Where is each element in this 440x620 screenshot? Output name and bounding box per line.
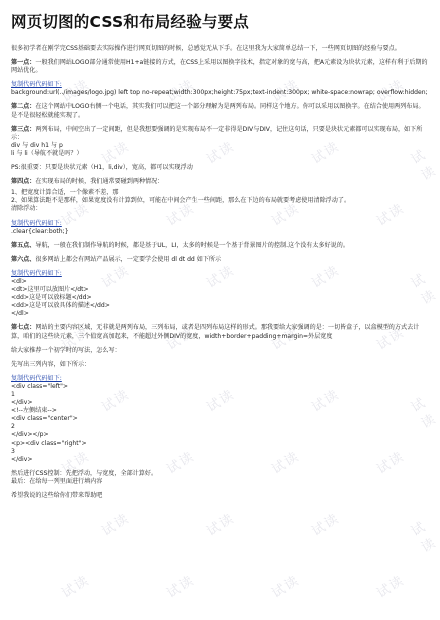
watermark-text: 试读 bbox=[408, 146, 440, 184]
first-three-cols: 先写出三列内容，如下所示： bbox=[11, 360, 91, 368]
point-four-item-2: 2、如果算法距不是那样，如果宽度没有计算到位，可能在中间会产生一些间距，那么在下边的布局就要考虑使用清除浮动了。 bbox=[11, 197, 351, 205]
watermark-text: 试读 bbox=[309, 262, 343, 292]
point-two-text: 在这个网站中LOGO右侧一个电话，其实我们可以把这一个部分理解为是两列布局。同样这个地方。你可以采用以图换字。在结合使用两列布局。是不是很轻松就能实现了。 bbox=[11, 103, 425, 119]
watermark-text: 试读 bbox=[164, 324, 198, 354]
watermark-text: 试读 bbox=[204, 138, 238, 168]
after-text-1: 然后进行CSS控制：先把浮动，与宽度，全部计算好。 bbox=[11, 469, 158, 477]
watermark-text: 试读 bbox=[164, 572, 198, 602]
watermark-text: 试读 bbox=[269, 572, 303, 602]
watermark-text: 试读 bbox=[164, 448, 198, 478]
point-two-label: 第二点： bbox=[11, 103, 36, 111]
document-body bbox=[11, 10, 429, 500]
point-six bbox=[11, 256, 429, 264]
watermark-text: 试读 bbox=[309, 386, 343, 416]
after-text-2: 最后：在给每一列里面进行填内容 bbox=[11, 477, 103, 485]
code-line: 1 bbox=[11, 391, 15, 398]
ps-note: PS:很重要：只要是块状元素（H1，li,div），宽高，都可以实现浮动 bbox=[11, 164, 193, 172]
watermark-text: 试读 bbox=[204, 510, 238, 540]
watermark-text: 试读 bbox=[408, 394, 440, 432]
code-line: <div class="center"> bbox=[11, 415, 78, 423]
code-line: <dd>这是可以放标题</dd> bbox=[11, 294, 92, 302]
code-block-1: background:url(../images/logo.jpg) left top no-repeat;width:300px;height:75px;text-indent:300px; white-space:nowrap; overflow:hidden; bbox=[11, 89, 428, 97]
copy-code-link-2[interactable]: 复制代码代码如下: bbox=[11, 219, 62, 227]
watermark-text: 试读 bbox=[59, 572, 93, 602]
point-four-item-1: 1、把宽度计算合适，一个像素不差，那 bbox=[11, 189, 119, 197]
code-line: <!--左侧结束--> bbox=[11, 407, 57, 415]
code-line: </div> bbox=[11, 455, 33, 463]
code-line: </div> bbox=[11, 399, 33, 407]
point-six-label: 第六点、 bbox=[11, 255, 36, 263]
watermark-text: 试读 bbox=[204, 386, 238, 416]
point-three-example-1: div 与 div h1 与 p bbox=[11, 141, 63, 149]
code-line: <dd>这是可以放具体的描述</dd> bbox=[11, 302, 110, 310]
code-line: 3 bbox=[11, 447, 15, 455]
watermark-text: 试读 bbox=[59, 76, 93, 106]
watermark-text: 试读 bbox=[99, 262, 133, 292]
point-seven-label: 第七点： bbox=[11, 324, 36, 332]
copy-code-link-1[interactable]: 复制代码代码如下: bbox=[11, 81, 62, 89]
point-one bbox=[11, 59, 429, 75]
point-three-example-2: li 与 li（导航不就是吗？） bbox=[11, 149, 83, 157]
code-line: </dl> bbox=[11, 310, 29, 318]
point-six-text: 很多网站上都会有网站产品展示，一定要学会使用 dl dt dd 如下所示 bbox=[35, 255, 222, 263]
watermark-text: 试读 bbox=[374, 76, 408, 106]
watermark-text: 试读 bbox=[408, 518, 440, 556]
clear-float-label: 清除浮动： bbox=[11, 205, 42, 213]
copy-code-link-4[interactable]: 复制代码代码如下: bbox=[11, 374, 62, 382]
point-one-label: 第一点： bbox=[11, 59, 36, 67]
page-title: 网页切图的CSS和布局经验与要点 bbox=[11, 13, 249, 31]
point-two bbox=[11, 103, 429, 119]
code-block-3 bbox=[11, 278, 429, 318]
watermark-text: 试读 bbox=[309, 510, 343, 540]
code-line: 2 bbox=[11, 423, 15, 431]
watermark-text: 试读 bbox=[99, 510, 133, 540]
watermark-text: 试读 bbox=[269, 200, 303, 230]
watermark-text: 试读 bbox=[164, 200, 198, 230]
watermark-text: 试读 bbox=[269, 76, 303, 106]
point-four bbox=[11, 178, 429, 186]
watermark-text: 试读 bbox=[309, 138, 343, 168]
watermark-text: 试读 bbox=[99, 386, 133, 416]
code-block-2: .clear{clear:both;} bbox=[11, 227, 69, 235]
code-line: </div></p> bbox=[11, 431, 49, 439]
watermark-text: 试读 bbox=[374, 324, 408, 354]
closing-text: 希望我说的这些给你们带来帮助吧 bbox=[11, 492, 103, 500]
code-line: <dt>这里可以放图片</dt> bbox=[11, 286, 89, 294]
point-three bbox=[11, 126, 429, 142]
watermark-text: 试读 bbox=[374, 200, 408, 230]
watermark-text: 试读 bbox=[269, 448, 303, 478]
watermark-text: 试读 bbox=[269, 324, 303, 354]
point-four-text: 在实现布局的时候，我们通常要碰到两种情况： bbox=[35, 178, 164, 186]
point-three-label: 第三点： bbox=[11, 125, 36, 133]
watermark-text: 试读 bbox=[59, 324, 93, 354]
point-seven bbox=[11, 324, 429, 340]
watermark-text: 试读 bbox=[164, 76, 198, 106]
watermark-text: 试读 bbox=[204, 262, 238, 292]
point-seven-text: 网站的主要内容区域，无非就是两列布局，三列布局，或者是四列布局这样的形式。那我要给大家强调的是：一切皆盒子，以盒模型的方式去计算，咱们的这些块元素，三个值宽高加起来，不能超过外侧DIV的宽度，width+border+padding+margin=外层宽度 bbox=[11, 324, 420, 340]
point-four-label: 第四点： bbox=[11, 178, 36, 186]
watermark-text: 试读 bbox=[99, 138, 133, 168]
point-one-text: 一般我们网站LOGO部分通常使用H1+a链接的方式，在CSS上采用以图换字技术，指定对象的宽与高，把A元素设为块状元素，这样有利于后期的网站优化。 bbox=[11, 59, 428, 75]
point-five-text: 导航，一般在我们制作导航的时候，都是基于UL，LI，太多的时候是一个基于背景图片的控制.这个没有太多好说的。 bbox=[35, 241, 349, 249]
intro-paragraph: 很多初学者在刚学完CSS基础要去实际操作进行网页切图的时候，总感觉无从下手。在这里我为大家简单总结一下，一些网页切图的经验与要点。 bbox=[11, 45, 401, 52]
example-intro: 给大家推荐一个初学时的写法，怎么写： bbox=[11, 346, 121, 354]
copy-code-link-3[interactable]: 复制代码代码如下: bbox=[11, 269, 62, 277]
watermark-text: 试读 bbox=[374, 448, 408, 478]
code-line: <p><div class="right"> bbox=[11, 439, 87, 447]
watermark-text: 试读 bbox=[408, 270, 440, 308]
point-five bbox=[11, 242, 429, 250]
code-block-4 bbox=[11, 383, 429, 464]
watermark-text: 试读 bbox=[59, 448, 93, 478]
watermark-text: 试读 bbox=[374, 572, 408, 602]
point-three-text: 两列布局，中间空出了一定间距，但是我想要强调的是实现布局不一定非得是DIV与DIV，记住这句话，只要是块状元素都可以实现布局，如下所示： bbox=[11, 125, 423, 141]
code-line: <div class="left"> bbox=[11, 382, 69, 390]
point-five-label: 第五点、 bbox=[11, 241, 36, 249]
code-line: <dl> bbox=[11, 277, 27, 285]
watermark-text: 试读 bbox=[59, 200, 93, 230]
